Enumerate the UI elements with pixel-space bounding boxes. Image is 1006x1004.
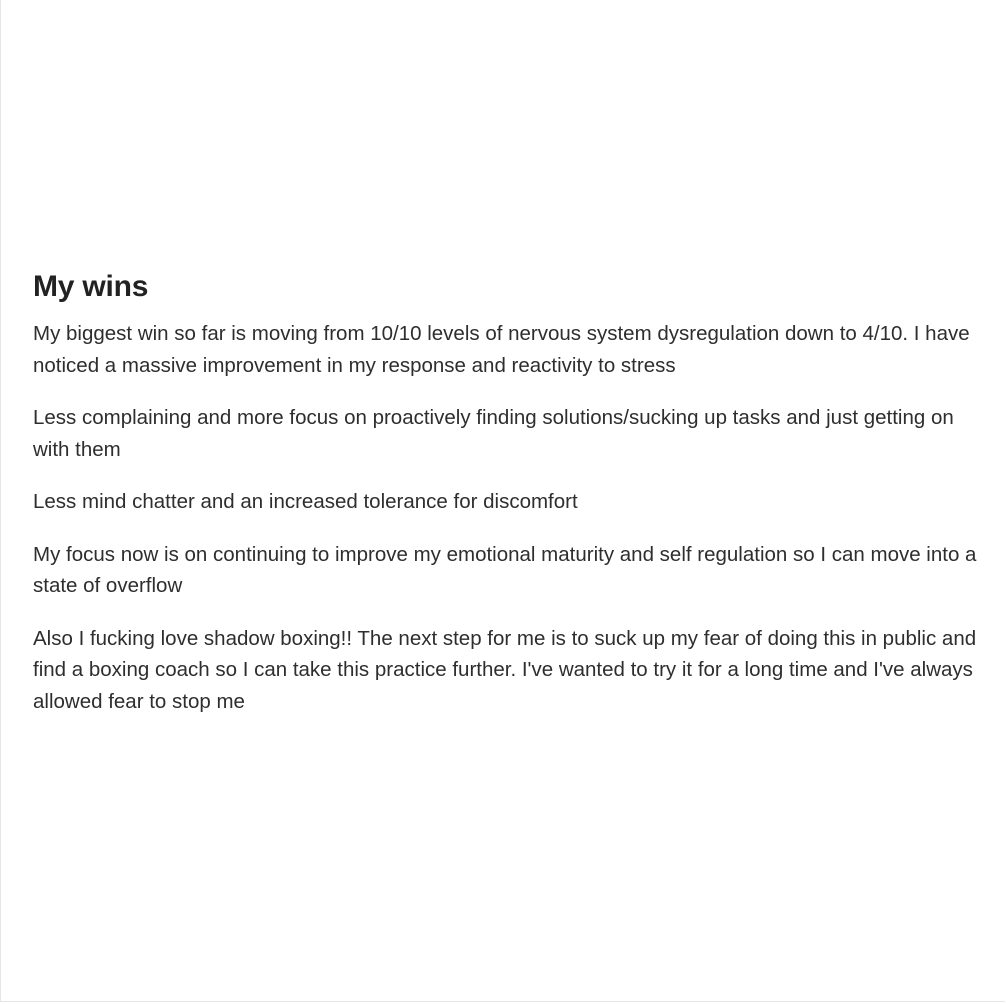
paragraph-biggest-win: My biggest win so far is moving from 10/10 levels of nervous system dysregulation down to 4/10. I have noticed a massive improvement in my response and reactivity to stress [33, 322, 970, 377]
section-heading: My wins [33, 270, 149, 303]
paragraph-less-complaining: Less complaining and more focus on proactively finding solutions/sucking up tasks and just getting on with them [33, 406, 954, 461]
paragraph-less-mind-chatter: Less mind chatter and an increased tolerance for discomfort [33, 490, 578, 513]
paragraph-shadow-boxing: Also I fucking love shadow boxing!! The next step for me is to suck up my fear of doing this in public and find a boxing coach so I can take this practice further. I've wanted to try it for a long time and I've always allowed fear to stop me [33, 626, 977, 713]
wins-section [33, 268, 978, 738]
paragraph-focus-now: My focus now is on continuing to improve my emotional maturity and self regulation so I can move into a state of overflow [33, 542, 977, 597]
